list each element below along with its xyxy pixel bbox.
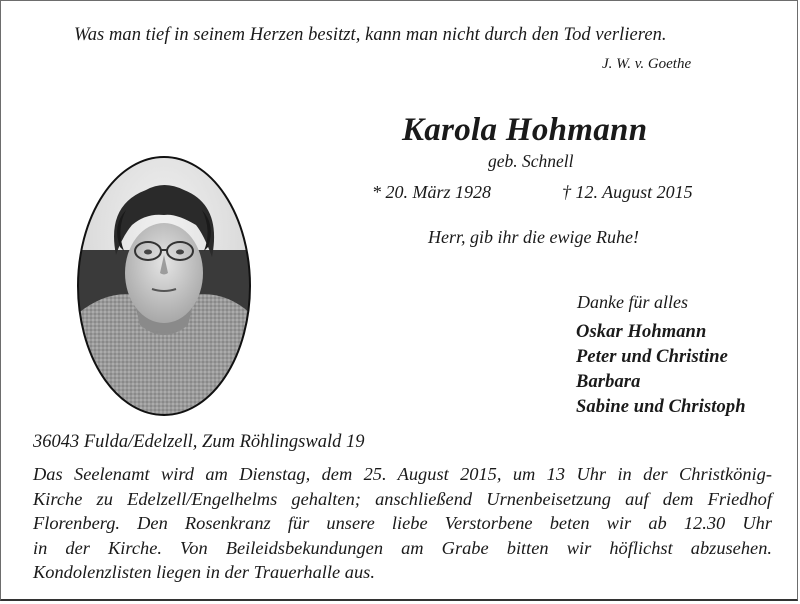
service-line: Kirche zu Edelzell/Engelhelms gehalten; anschließend Urnenbeisetzung auf dem Friedhof xyxy=(33,488,772,509)
service-details xyxy=(33,462,772,585)
deceased-name: Karola Hohmann xyxy=(402,112,648,148)
maiden-name: geb. Schnell xyxy=(488,151,574,171)
service-line: Florenberg. Den Rosenkranz für unsere liebe Verstorbene beten wir ab 12.30 Uhr xyxy=(33,513,772,534)
portrait-photo xyxy=(76,155,252,417)
memorial-quote: Was man tief in seinem Herzen besitzt, kann man nicht durch den Tod verlieren. xyxy=(74,25,667,45)
mourner-name: Sabine und Christoph xyxy=(576,397,746,417)
mourner-name: Peter und Christine xyxy=(576,347,728,367)
service-line: Kondolenzlisten liegen in der Trauerhalle aus. xyxy=(33,562,375,583)
service-line: in der Kirche. Von Beileidsbekundungen am Grabe bitten wir höflichst abzusehen. xyxy=(33,537,772,558)
death-date: † 12. August 2015 xyxy=(562,182,693,202)
prayer-line: Herr, gib ihr die ewige Ruhe! xyxy=(428,227,639,247)
quote-author: J. W. v. Goethe xyxy=(602,56,692,72)
mourner-name: Barbara xyxy=(576,372,641,392)
service-line: Das Seelenamt wird am Dienstag, dem 25. August 2015, um 13 Uhr in der Christkönig- xyxy=(33,464,772,484)
thanks-line: Danke für alles xyxy=(577,292,688,312)
mourner-name: Oskar Hohmann xyxy=(576,322,707,342)
birth-date: * 20. März 1928 xyxy=(372,182,492,202)
mourner-list xyxy=(576,320,746,420)
family-address: 36043 Fulda/Edelzell, Zum Röhlingswald 19 xyxy=(33,432,365,452)
